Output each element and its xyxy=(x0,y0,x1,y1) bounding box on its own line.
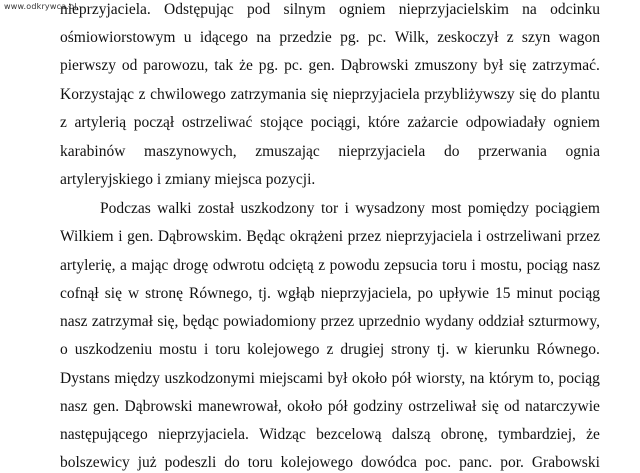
text-line: cofnął się w stronę Równego, tj. wgłąb nieprzyjaciela, po upływie 15 minut pociąg xyxy=(60,285,600,302)
text-line: nasz zatrzymał się, będąc powiadomiony przez uprzednio wydany oddział szturmowy, xyxy=(60,313,600,330)
text-line: artyleryjskiego i zmiany miejsca pozycji. xyxy=(60,171,316,188)
text-line: Podczas walki został uszkodzony tor i wysadzony most pomiędzy pociągiem xyxy=(100,200,600,217)
text-line: z artylerią począł ostrzeliwać stojące pociągi, które zażarcie odpowiadały ogniem xyxy=(60,114,600,131)
text-line: Korzystając z chwilowego zatrzymania się nieprzyjaciela przybliżywszy się do plantu xyxy=(60,86,600,103)
text-line: nasz gen. Dąbrowski manewrował, około pół godziny ostrzeliwał się od natarczywie xyxy=(60,398,600,415)
text-line: Dystans między uszkodzonymi miejscami był około pół wiorsty, na którym to, pociąg xyxy=(60,370,600,387)
text-line: o uszkodzeniu mostu i toru kolejowego z drugiej strony tj. w kierunku Równego. xyxy=(60,341,600,358)
text-line: nieprzyjaciela. Odstępując pod silnym ogniem nieprzyjacielskim na odcinku xyxy=(60,1,600,18)
text-line: następującego nieprzyjaciela. Widząc bezcelową dalszą obronę, tymbardziej, że xyxy=(60,426,600,443)
text-line: Wilkiem i gen. Dąbrowskim. Będąc okrążeni przez nieprzyjaciela i ostrzeliwani przez xyxy=(60,228,600,245)
watermark: www.odkrywca.pl xyxy=(4,2,77,11)
text-line: ośmiowiorstowym u idącego na przedzie pg. pc. Wilk, zeskoczył z szyn wagon xyxy=(60,29,600,46)
text-line: artylerię, a mając drogę odwrotu odciętą z powodu zepsucia toru i mostu, pociąg nasz xyxy=(60,257,600,274)
text-line: pierwszy od parowozu, tak że pg. pc. gen. Dąbrowski zmuszony był się zatrzymać. xyxy=(60,57,600,74)
text-line: karabinów maszynowych, zmuszając nieprzyjaciela do przerwania ognia xyxy=(60,143,600,160)
text-line: bolszewicy już podeszli do toru kolejowego dowódca poc. panc. por. Grabowski xyxy=(60,454,600,471)
